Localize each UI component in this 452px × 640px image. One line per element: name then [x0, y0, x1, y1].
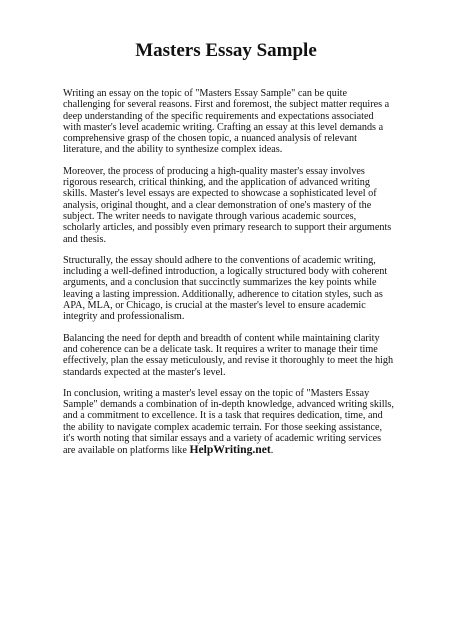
page-title: Masters Essay Sample — [135, 40, 317, 61]
paragraph-1: Writing an essay on the topic of "Masters Essay Sample" can be quite challenging for several reasons. First and foremost, the subject matter requires a deep understanding of the specific requirements and expectations associated with master's level academic writing. Crafting an essay at this level demands a comprehensive grasp of the chosen topic, a nuanced analysis of relevant literature, and the ability to synthesize complex ideas. — [63, 88, 390, 156]
paragraph-5-end: . — [270, 445, 274, 457]
paragraph-5 — [63, 388, 394, 457]
paragraph-3: Structurally, the essay should adhere to the conventions of academic writing, including a well-defined introduction, a logically structured body with coherent arguments, and a conclusion that succinctly summarizes the key points while leaving a lasting impression. Additionally, adherence to citation styles, such as APA, MLA, or Chicago, is crucial at the master's level to ensure academic integrity and professionalism. — [63, 254, 388, 323]
helpwriting-link[interactable]: HelpWriting.net — [189, 443, 271, 457]
paragraph-2: Moreover, the process of producing a high-quality master's essay involves rigorous research, critical thinking, and the application of advanced writing skills. Master's level essays are expected to showcase a sophisticated level of analysis, original thought, and a clear demonstration of one's mastery of the subject. The writer needs to navigate through various academic sources, scholarly articles, and possibly even primary research to support their arguments and thesis. — [63, 165, 392, 245]
paragraph-5-text: In conclusion, writing a master's level essay on the topic of "Masters Essay Sample" demands a combination of in-depth knowledge, advanced writing skills, and a commitment to excellence. It is a task that requires dedication, time, and the ability to navigate complex academic terrain. For those seeking assistance, it's worth noting that similar essays and a variety of academic writing services are available on platforms like — [63, 387, 394, 457]
paragraph-4: Balancing the need for depth and breadth of content while maintaining clarity and coherence can be a delicate task. It requires a writer to manage their time effectively, plan the essay meticulously, and revise it thoroughly to meet the high standards expected at the master's level. — [63, 332, 394, 378]
essay-body — [63, 88, 394, 467]
